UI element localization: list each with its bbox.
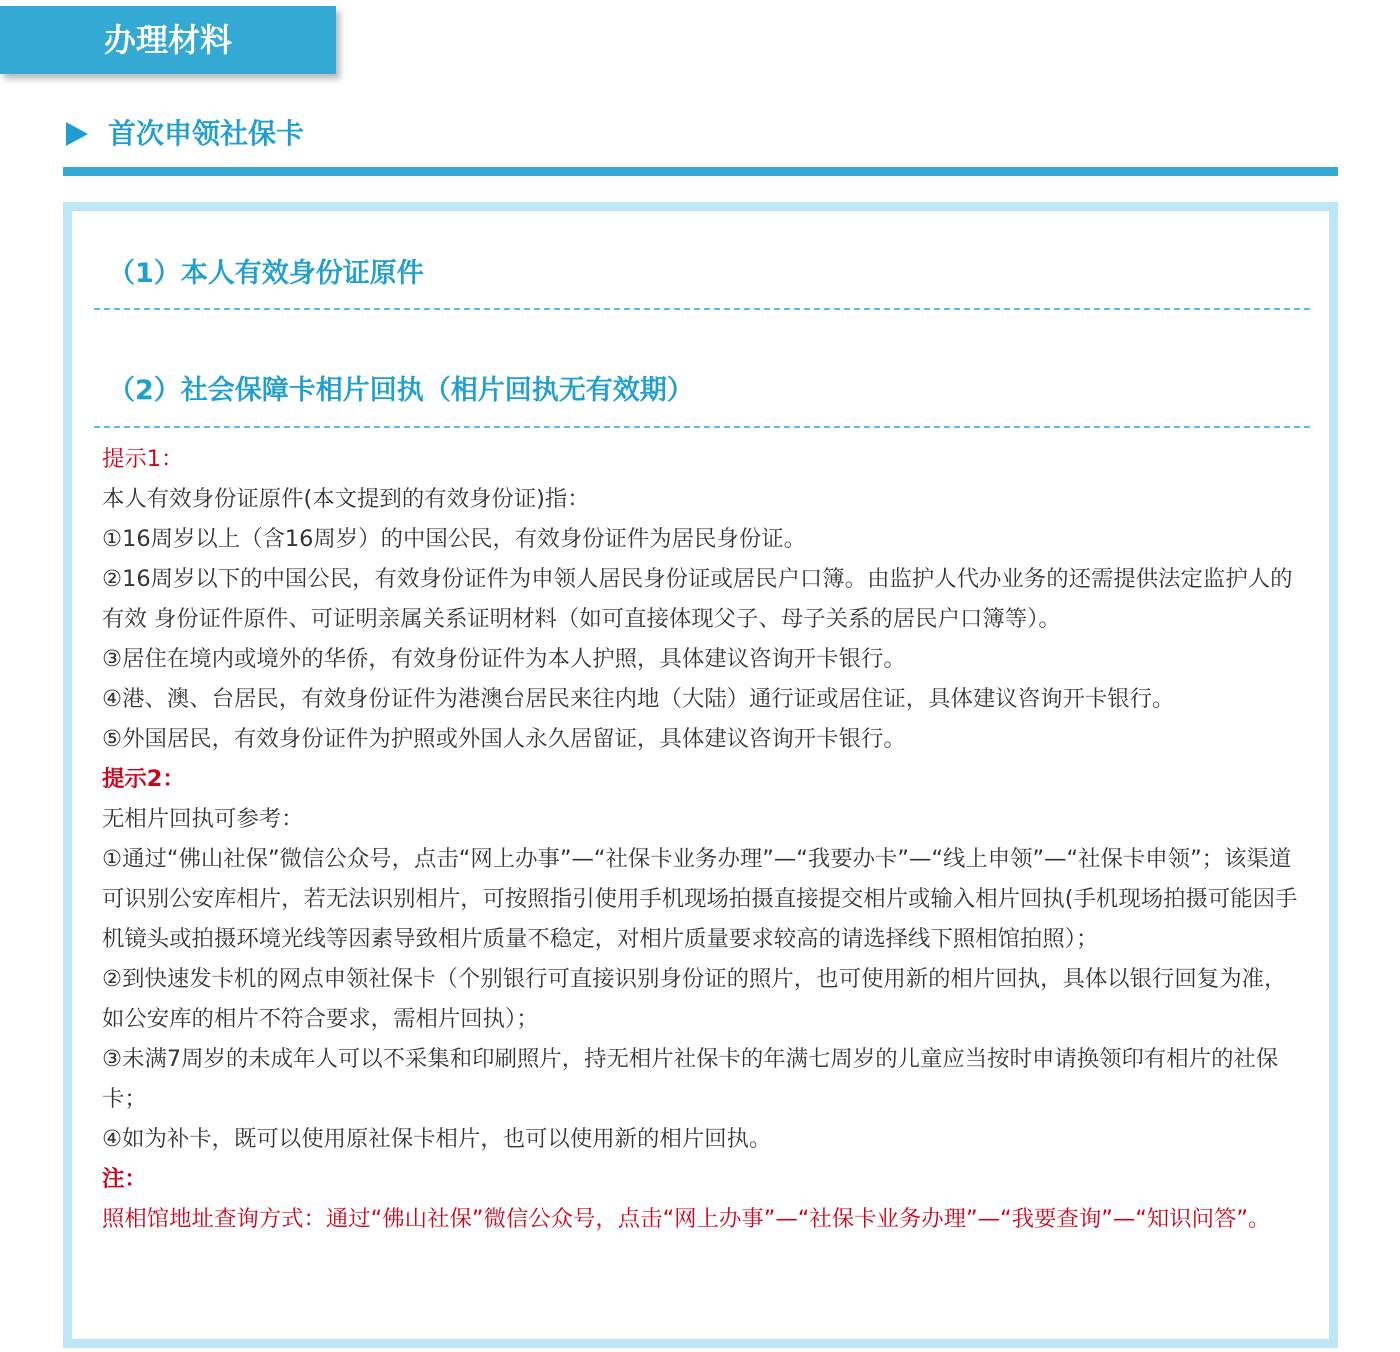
tip1-line: ⑤外国居民，有效身份证件为护照或外国人永久居留证，具体建议咨询开卡银行。 [102,726,906,752]
tip2-heading: 提示2： [102,766,185,792]
tip2-line: ②到快速发卡机的网点申领社保卡（个别银行可直接识别身份证的照片，也可使用新的相片回执，具体以银行回复为准，如公安库的相片不符合要求，需相片回执）； [102,966,1287,1032]
note-heading: 注： [102,1166,147,1192]
material-item-photo-receipt: （2）社会保障卡相片回执（相片回执无有效期） [94,355,1310,428]
tip1-line: ④港、澳、台居民，有效身份证件为港澳台居民来往内地（大陆）通行证或居住证，具体建议咨询开卡银行。 [102,686,1175,712]
section-title-text: 首次申领社保卡 [108,117,305,150]
materials-panel [63,202,1338,1348]
tip1-line: ①16周岁以上（含16周岁）的中国公民，有效身份证件为居民身份证。 [102,526,806,552]
title-divider-bar [63,167,1338,176]
section-title [66,112,304,156]
triangle-right-icon [66,122,88,146]
material-item-id-card: （1）本人有效身份证原件 [94,239,1310,310]
notes-section [102,439,1306,1239]
tip1-heading: 提示1： [102,446,184,472]
tip2-line: ①通过“佛山社保”微信公众号，点击“网上办事”—“社保卡业务办理”—“我要办卡”—“线上申领”—“社保卡申领”；该渠道可识别公安库相片，若无法识别相片，可按照指引使用手机现场拍摄直接提交相片或输入相片回执(手机现场拍摄可能因手机镜头或拍摄环境光线等因素导致相片质量不稳定，对相片质量要求较高的请选择线下照相馆拍照）； [102,846,1298,952]
tip1-line: ③居住在境内或境外的华侨，有效身份证件为本人护照，具体建议咨询开卡银行。 [102,646,906,672]
tip2-line: ④如为补卡，既可以使用原社保卡相片，也可以使用新的相片回执。 [102,1126,772,1152]
note-text: 照相馆地址查询方式：通过“佛山社保”微信公众号，点击“网上办事”—“社保卡业务办理”—“我要查询”—“知识问答”。 [102,1206,1271,1232]
tip1-line: 本人有效身份证原件(本文提到的有效身份证)指： [102,486,590,512]
header-tab [0,6,336,74]
tip2-line: ③未满7周岁的未成年人可以不采集和印刷照片，持无相片社保卡的年满七周岁的儿童应当按时申请换领印有相片的社保卡； [102,1046,1279,1112]
tip1-line: ②16周岁以下的中国公民，有效身份证件为申领人居民身份证或居民户口簿。由监护人代办业务的还需提供法定监护人的有效 身份证件原件、可证明亲属关系证明材料（如可直接体现父子、母子关系的居民户口簿等）。 [102,566,1293,632]
tip2-line: 无相片回执可参考： [102,806,304,832]
header-title: 办理材料 [104,21,233,59]
